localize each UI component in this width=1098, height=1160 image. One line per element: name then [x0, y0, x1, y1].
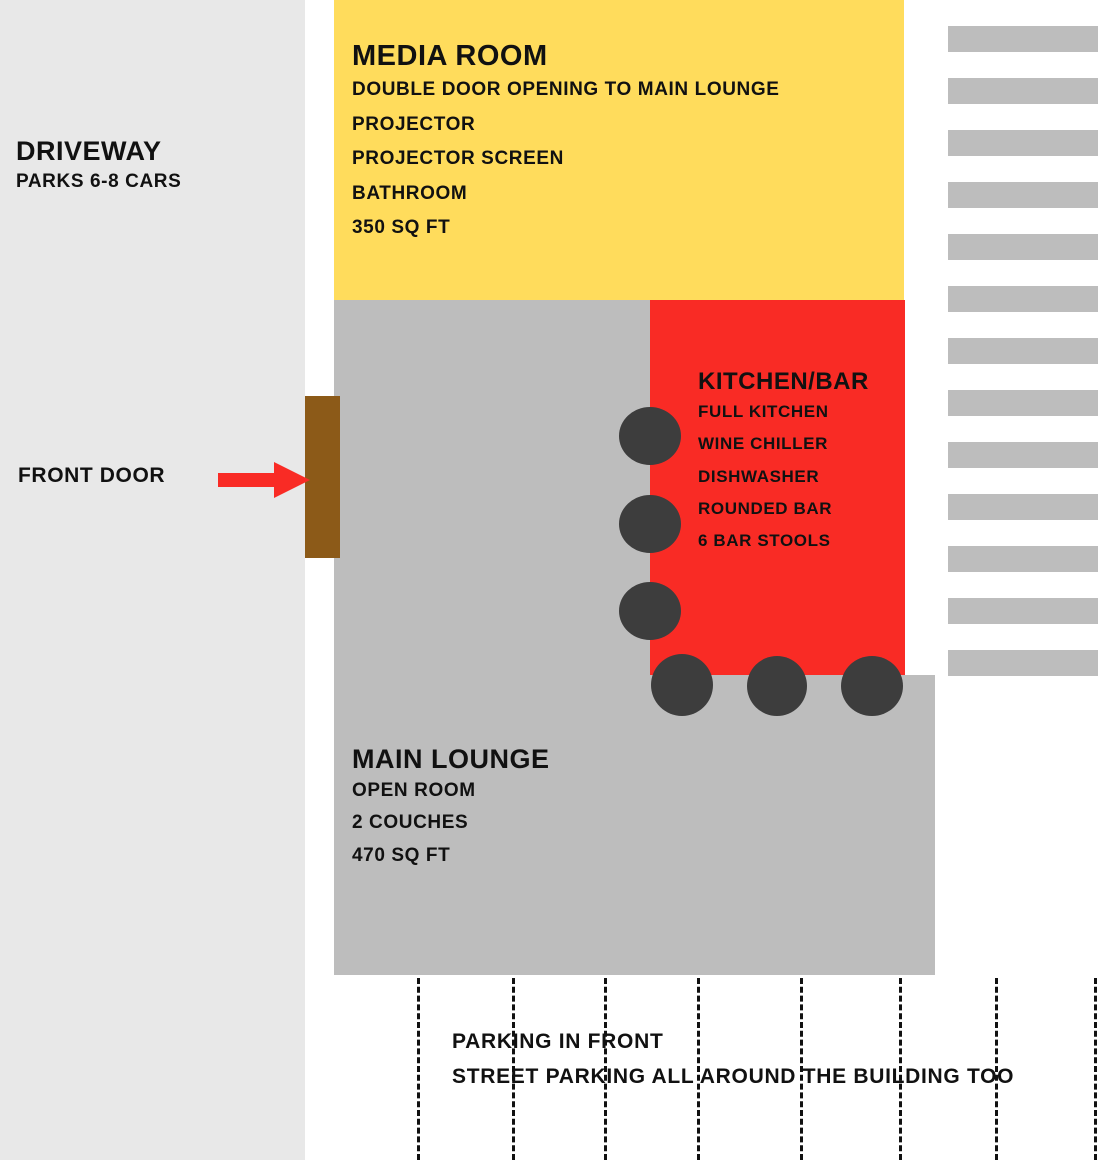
sidewalk-stripe — [948, 494, 1098, 520]
sidewalk-stripe — [948, 442, 1098, 468]
driveway-label — [16, 136, 181, 197]
zone-main-lounge-extension — [650, 675, 935, 975]
driveway-title: DRIVEWAY — [16, 136, 162, 166]
main-lounge-label — [352, 744, 550, 872]
main-lounge-title: MAIN LOUNGE — [352, 744, 550, 774]
parking-line — [417, 978, 420, 1160]
bar-stool — [619, 407, 681, 465]
main-lounge-line-2: 2 COUCHES — [352, 812, 469, 834]
main-lounge-line-3: 470 SQ FT — [352, 844, 451, 866]
sidewalk-stripe — [948, 182, 1098, 208]
sidewalk-stripe — [948, 286, 1098, 312]
media-room-line-3: PROJECTOR SCREEN — [352, 148, 564, 170]
bar-stool — [619, 495, 681, 553]
kitchen-bar-line-5: 6 BAR STOOLS — [698, 531, 831, 551]
sidewalk-stripe — [948, 338, 1098, 364]
sidewalk-stripes — [948, 0, 1098, 672]
media-room-line-2: PROJECTOR — [352, 113, 476, 135]
sidewalk-stripe — [948, 598, 1098, 624]
parking-line — [1094, 978, 1097, 1160]
sidewalk-stripe — [948, 390, 1098, 416]
front-door-shape — [305, 396, 340, 558]
kitchen-bar-title: KITCHEN/BAR — [698, 368, 869, 395]
kitchen-bar-line-3: DISHWASHER — [698, 466, 820, 486]
kitchen-bar-line-4: ROUNDED BAR — [698, 498, 833, 518]
sidewalk-stripe — [948, 130, 1098, 156]
bar-stool — [747, 656, 807, 716]
sidewalk-stripe — [948, 78, 1098, 104]
parking-note-1: PARKING IN FRONT — [452, 1030, 664, 1053]
media-room-label — [352, 40, 780, 246]
sidewalk-stripe — [948, 650, 1098, 676]
sidewalk-stripe — [948, 26, 1098, 52]
media-room-title: MEDIA ROOM — [352, 40, 548, 72]
bar-stool — [841, 656, 903, 716]
bar-stool — [651, 654, 713, 716]
arrow-right-icon — [218, 462, 310, 503]
kitchen-bar-label — [698, 368, 869, 557]
main-lounge-line-1: OPEN ROOM — [352, 780, 476, 801]
front-door-label: FRONT DOOR — [18, 464, 166, 487]
bar-stool — [619, 582, 681, 640]
media-room-line-4: BATHROOM — [352, 182, 468, 204]
parking-note-2: STREET PARKING ALL AROUND THE BUILDING TOO — [452, 1065, 1015, 1088]
media-room-line-1: DOUBLE DOOR OPENING TO MAIN LOUNGE — [352, 79, 780, 100]
kitchen-bar-line-2: WINE CHILLER — [698, 434, 828, 454]
zone-main-lounge — [334, 300, 650, 975]
sidewalk-stripe — [948, 234, 1098, 260]
driveway-line-1: PARKS 6-8 CARS — [16, 171, 182, 192]
media-room-line-5: 350 SQ FT — [352, 217, 451, 239]
kitchen-bar-line-1: FULL KITCHEN — [698, 402, 829, 421]
sidewalk-stripe — [948, 546, 1098, 572]
